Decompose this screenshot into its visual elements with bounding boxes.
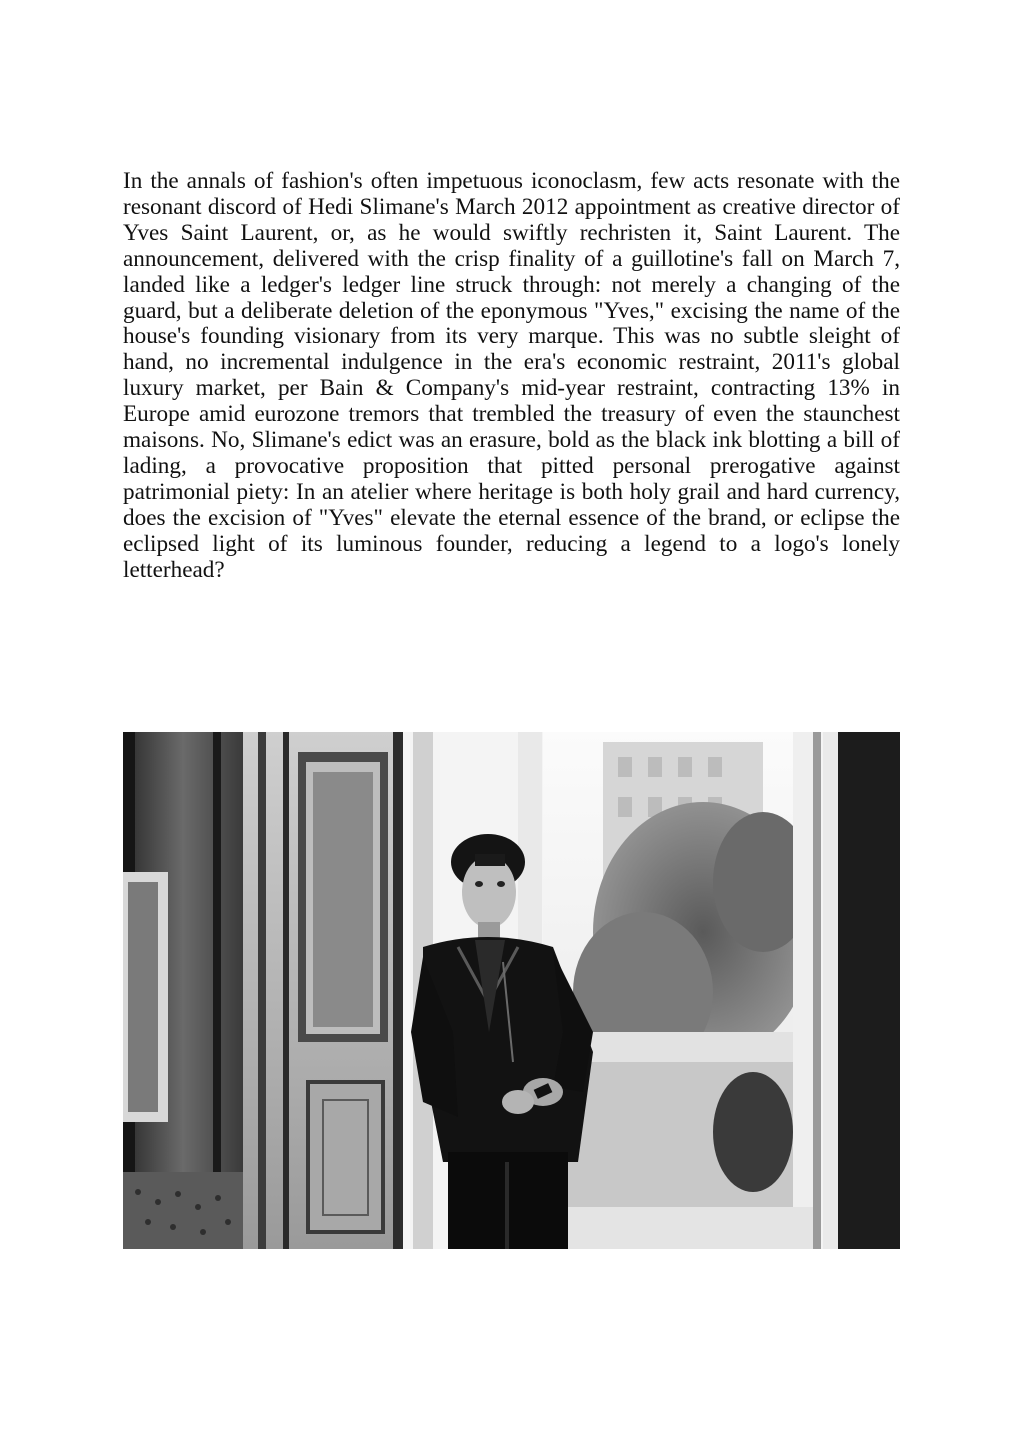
article-photo xyxy=(123,732,900,1249)
article-paragraph: In the annals of fashion's often impetuous iconoclasm, few acts resonate with the resonant discord of Hedi Slimane's March 2012 appointment as creative director of Yves Saint Laurent, or, as he would swiftly rechristen it, Saint Laurent. The announcement, delivered with the crisp finality of a guillotine's fall on March 7, landed like a ledger's ledger line struck through: not merely a changing of the guard, but a deliberate deletion of the eponymous "Yves," excising the name of the house's founding visionary from its very marque. This was no subtle sleight of hand, no incremental indulgence in the era's economic restraint, 2011's global luxury market, per Bain & Company's mid-year restraint, contracting 13% in Europe amid eurozone tremors that trembled the treasury of even the staunchest maisons. No, Slimane's edict was an erasure, bold as the black ink blotting a bill of lading, a provocative proposition that pitted personal prerogative against patrimonial piety: In an atelier where heritage is both holy grail and hard currency, does the excision of "Yves" elevate the eternal essence of the brand, or eclipse the eclipsed light of its luminous founder, reducing a legend to a logo's lonely letterhead? xyxy=(123,168,900,583)
man-in-leather-jacket-by-window-icon xyxy=(123,732,900,1249)
